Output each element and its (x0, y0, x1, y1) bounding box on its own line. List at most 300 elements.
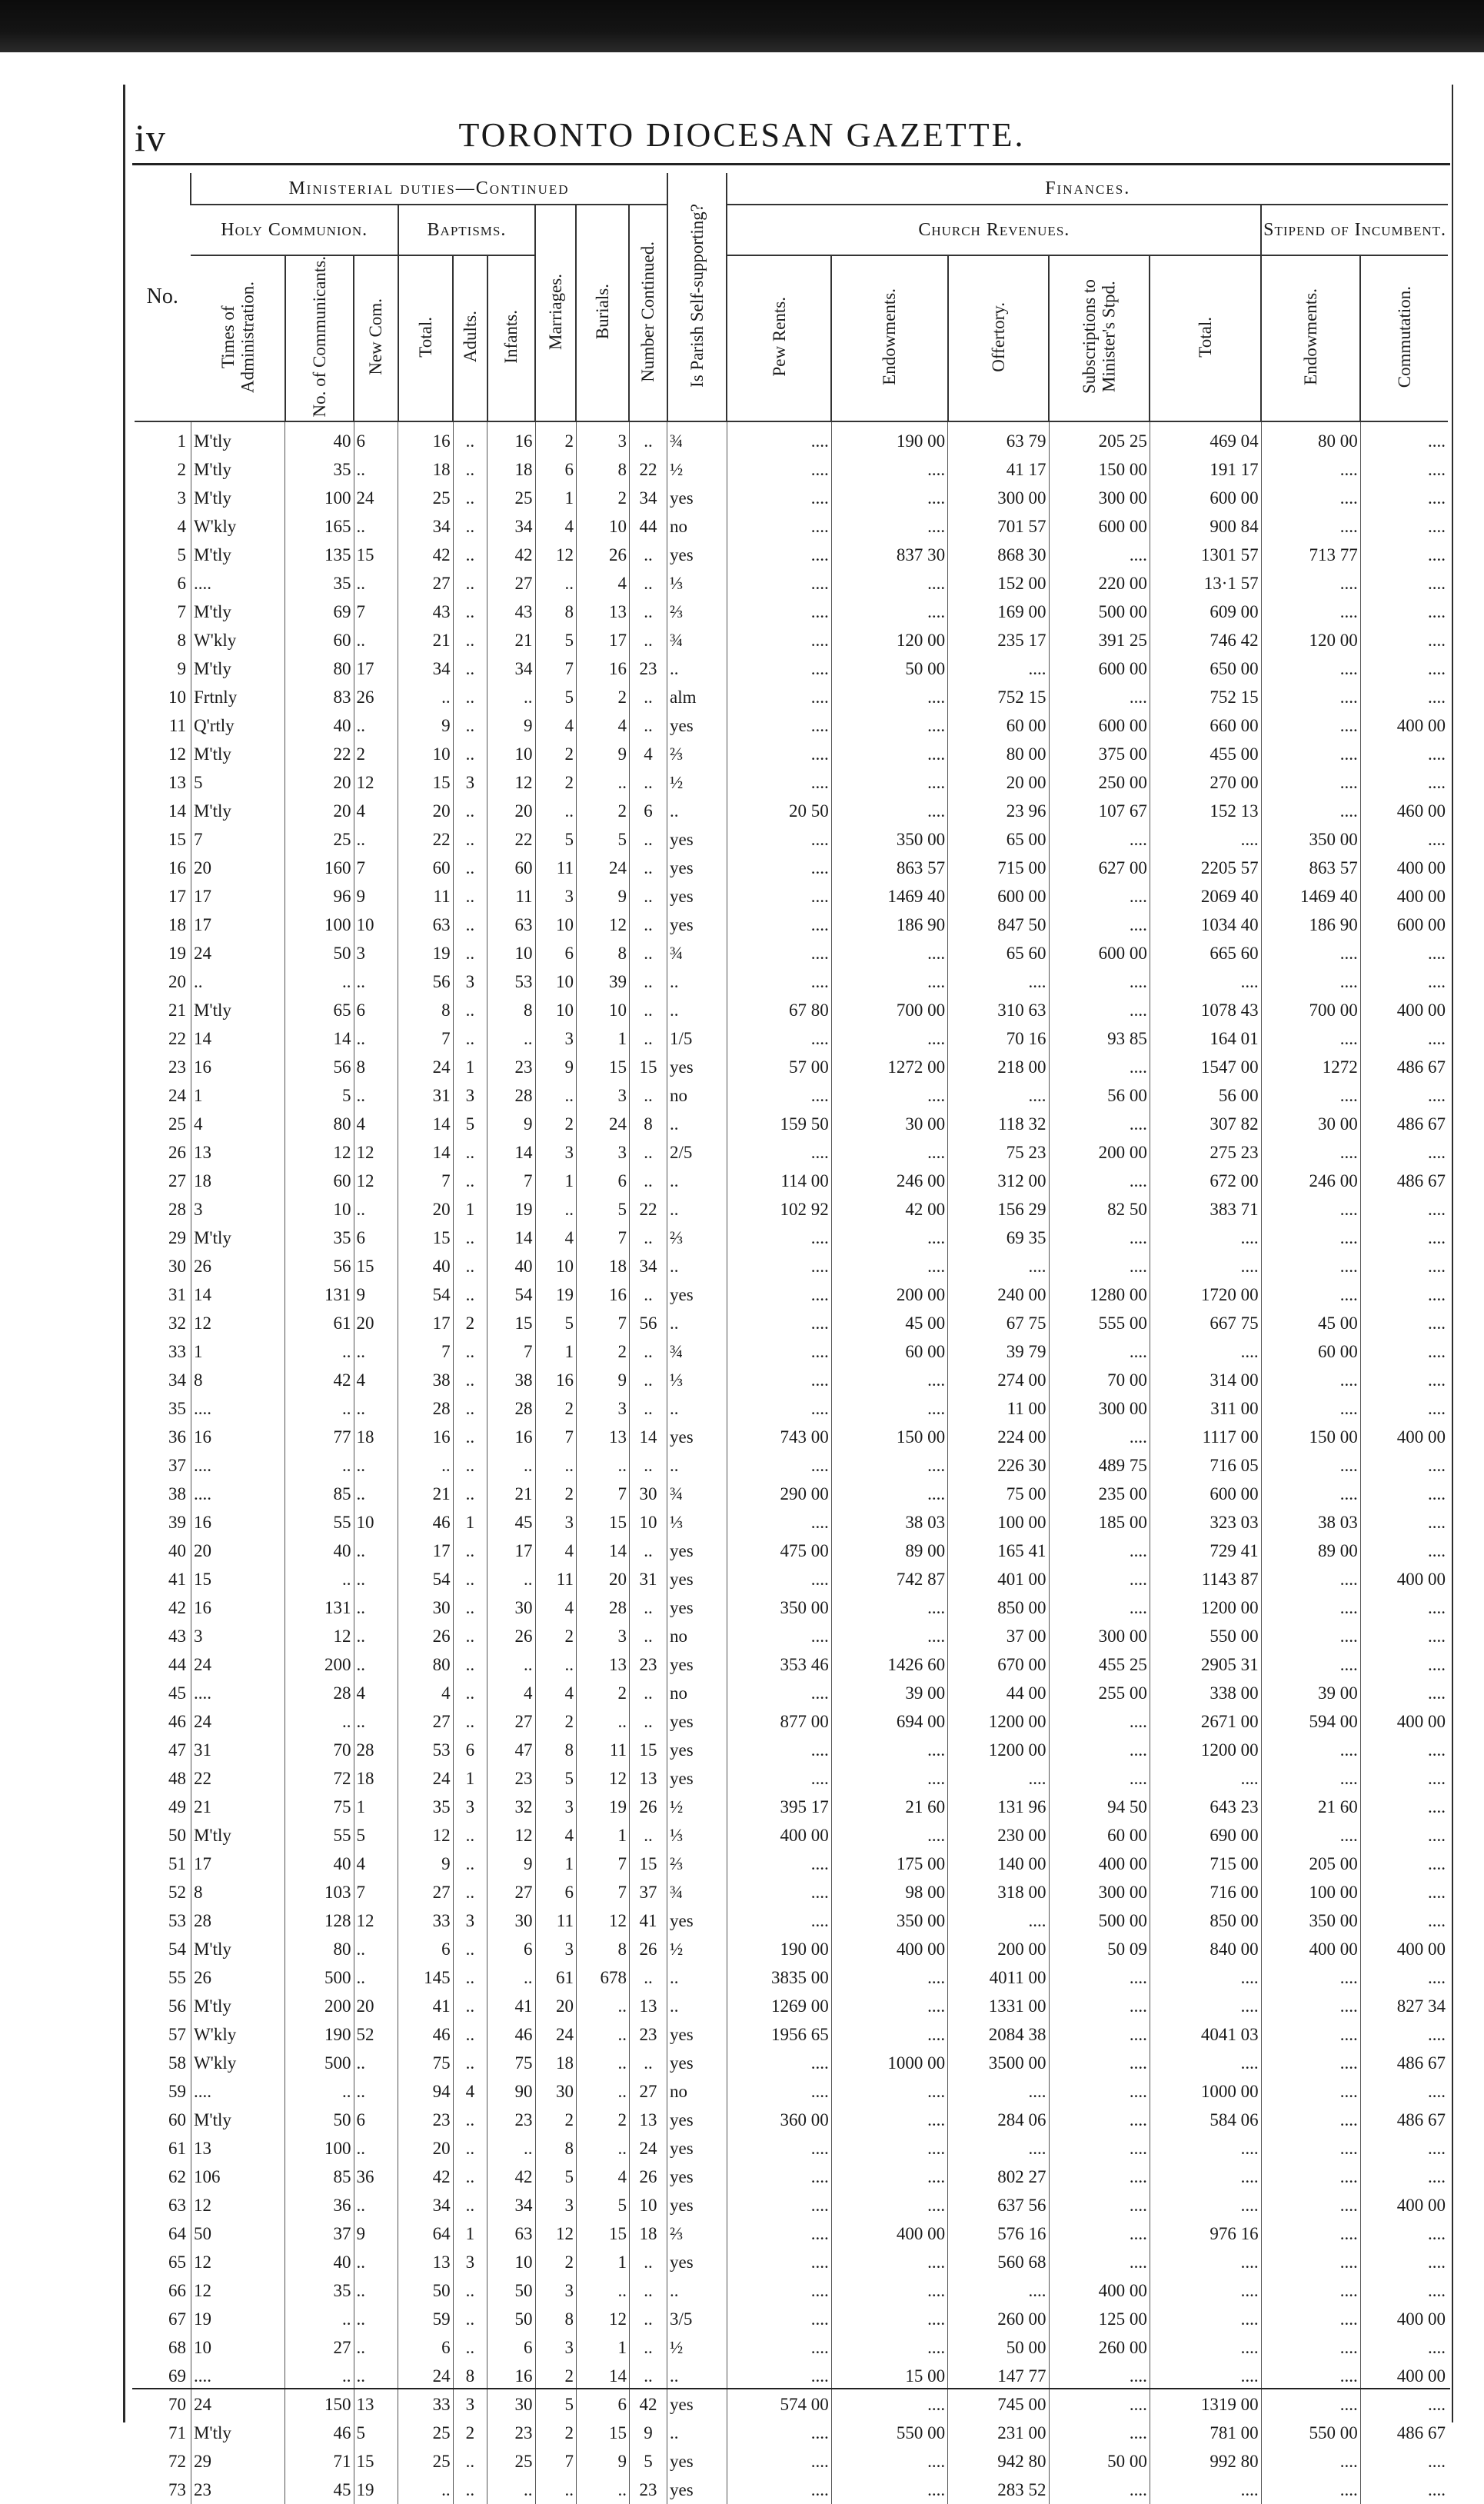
table-cell: 94 (398, 2077, 453, 2106)
table-cell: 35 (168, 1399, 186, 1418)
table-cell: .... (727, 541, 831, 569)
table-cell: 50 (285, 939, 354, 967)
table-cell: yes (667, 2390, 727, 2419)
table-cell: 20 (285, 768, 354, 797)
table-cell: 15 00 (831, 2362, 947, 2390)
table-cell: 147 77 (948, 2362, 1049, 2390)
table-cell: 8 (576, 1935, 629, 1963)
table-cell: .... (727, 1024, 831, 1053)
table-cell: .. (354, 1394, 398, 1423)
table-cell: 5 (191, 768, 284, 797)
table-cell: 7 (535, 2447, 576, 2476)
table-cell: 15 (191, 1565, 284, 1593)
table-row (135, 2163, 1448, 2191)
table-cell: 32 (168, 1314, 186, 1333)
table-cell: .. (629, 1707, 667, 1736)
table-cell: yes (667, 484, 727, 512)
table-cell: .... (831, 797, 947, 825)
table-cell: 850 00 (948, 1593, 1049, 1622)
col-header-burials (576, 205, 629, 421)
table-cell: .. (667, 967, 727, 996)
table-cell: .. (453, 911, 487, 939)
table-cell: W'kly (191, 2020, 284, 2049)
table-cell: 50 (487, 2305, 535, 2333)
table-cell: ⅓ (667, 1366, 727, 1394)
page-border-right (1452, 85, 1453, 2422)
table-cell: 46 (487, 2020, 535, 2049)
table-row (135, 1195, 1448, 1224)
table-cell: .... (727, 1764, 831, 1793)
table-cell: 310 63 (948, 996, 1049, 1024)
table-cell: 500 (285, 2049, 354, 2077)
table-cell: 26 (487, 1622, 535, 1650)
table-cell: 6 (398, 1935, 453, 1963)
table-cell: 13 (354, 2390, 398, 2419)
table-cell: 16 (576, 654, 629, 683)
table-cell: 1200 00 (1150, 1593, 1261, 1622)
table-cell: .. (629, 2248, 667, 2276)
table-cell: 73 (168, 2480, 186, 2499)
table-cell: 15 (398, 768, 453, 797)
table-cell: 45 00 (831, 1309, 947, 1337)
table-cell: 3 (453, 1793, 487, 1821)
table-cell: 312 00 (948, 1167, 1049, 1195)
table-cell: 12 (576, 1906, 629, 1935)
table-cell: 4041 03 (1150, 2020, 1261, 2049)
table-row (135, 2276, 1448, 2305)
table-cell: .... (727, 2134, 831, 2163)
table-cell: .... (831, 1736, 947, 1764)
table-cell: 75 (285, 1793, 354, 1821)
table-cell: 9 (398, 1850, 453, 1878)
table-cell: 555 00 (1049, 1309, 1150, 1337)
table-cell: 26 (354, 683, 398, 711)
table-cell: no (667, 1622, 727, 1650)
table-cell: .. (629, 1366, 667, 1394)
table-cell: 231 00 (948, 2419, 1049, 2447)
table-cell: 44 (629, 512, 667, 541)
table-cell: .... (727, 2333, 831, 2362)
table-cell: .... (1049, 2476, 1150, 2504)
table-cell: 20 (398, 2134, 453, 2163)
table-cell: 2671 00 (1150, 1707, 1261, 1736)
table-cell: .... (1261, 654, 1360, 683)
table-cell: .. (576, 1707, 629, 1736)
table-cell: 100 (285, 2134, 354, 2163)
table-cell: 186 90 (1261, 911, 1360, 939)
table-cell: .... (1360, 1081, 1448, 1110)
table-cell: yes (667, 1280, 727, 1309)
col-header-baptisms-total (398, 255, 453, 421)
table-cell: .... (1360, 1309, 1448, 1337)
table-cell: yes (667, 1736, 727, 1764)
table-cell: 19 (487, 1195, 535, 1224)
table-cell: 47 (487, 1736, 535, 1764)
table-row (135, 996, 1448, 1024)
col-label-revenue-total: Total. (1196, 316, 1216, 358)
table-cell: 847 50 (948, 911, 1049, 939)
table-cell: .... (831, 598, 947, 626)
table-cell: .. (667, 1167, 727, 1195)
table-cell: 63 (168, 2196, 186, 2215)
table-cell: .. (191, 967, 284, 996)
table-cell: 1 (576, 2333, 629, 2362)
table-cell: 37 (629, 1878, 667, 1906)
col-label-times-administration: Times of Administration. (218, 281, 258, 393)
table-cell: .. (354, 1337, 398, 1366)
table-cell: .... (727, 2049, 831, 2077)
table-cell: .. (453, 1679, 487, 1707)
table-cell: .. (535, 1195, 576, 1224)
table-cell: 47 (168, 1740, 186, 1760)
table-cell: 89 00 (831, 1537, 947, 1565)
table-cell: 21 (487, 1480, 535, 1508)
table-cell: .... (1049, 541, 1150, 569)
table-cell: 15 (576, 2219, 629, 2248)
table-cell: .. (453, 1224, 487, 1252)
table-cell: 66 (168, 2281, 186, 2300)
table-cell: 8 (576, 939, 629, 967)
table-cell: 360 00 (727, 2106, 831, 2134)
table-cell: .. (453, 882, 487, 911)
table-cell: 3 (576, 1138, 629, 1167)
table-cell: 230 00 (948, 1821, 1049, 1850)
table-cell: 6 (354, 2106, 398, 2134)
table-cell: 5 (354, 2419, 398, 2447)
table-cell: 63 (398, 911, 453, 939)
table-cell: 80 00 (1261, 421, 1360, 455)
table-cell: 1426 60 (831, 1650, 947, 1679)
table-cell: 13·1 57 (1150, 569, 1261, 598)
table-cell: 550 00 (1150, 1622, 1261, 1650)
table-cell: .. (354, 1565, 398, 1593)
table-cell: 55 (285, 1821, 354, 1850)
table-cell: .. (354, 1622, 398, 1650)
table-cell: 5 (354, 1821, 398, 1850)
table-cell: 8 (191, 1366, 284, 1394)
table-cell: ⅔ (667, 740, 727, 768)
table-cell: 16 (398, 421, 453, 455)
table-cell: 39 (168, 1513, 186, 1532)
table-cell: .... (1360, 2276, 1448, 2305)
table-cell: 311 00 (1150, 1394, 1261, 1423)
table-row (135, 1366, 1448, 1394)
table-row (135, 882, 1448, 911)
table-cell: .. (453, 626, 487, 654)
table-row (135, 1850, 1448, 1878)
table-cell: 12 (168, 744, 186, 764)
table-cell: 3 (535, 882, 576, 911)
table-cell: 2 (535, 1622, 576, 1650)
table-cell: .... (1261, 1593, 1360, 1622)
table-cell: .... (1049, 1337, 1150, 1366)
table-cell: .... (727, 911, 831, 939)
table-cell: .... (191, 2077, 284, 2106)
table-cell: 270 00 (1150, 768, 1261, 797)
table-cell: 40 (285, 1850, 354, 1878)
table-cell: 59 (168, 2082, 186, 2101)
table-cell: 45 00 (1261, 1309, 1360, 1337)
table-cell: 10 (576, 996, 629, 1024)
table-cell: .... (1049, 2191, 1150, 2219)
table-cell: 1 (535, 1337, 576, 1366)
table-cell: 12 (191, 2191, 284, 2219)
table-cell: 26 (398, 1622, 453, 1650)
table-cell: 34 (398, 2191, 453, 2219)
table-cell: 150 00 (1261, 1423, 1360, 1451)
col-label-stipend-endowments: Endowments. (1301, 288, 1321, 385)
table-cell: 600 00 (1150, 1480, 1261, 1508)
table-cell: 26 (576, 541, 629, 569)
table-cell: yes (667, 1423, 727, 1451)
table-cell: 186 90 (831, 911, 947, 939)
table-cell: 150 00 (1049, 455, 1150, 484)
table-cell: 627 00 (1049, 854, 1150, 882)
table-cell: 400 00 (1261, 1935, 1360, 1963)
table-cell: .. (354, 455, 398, 484)
table-cell: 28 (576, 1593, 629, 1622)
table-cell: 1/5 (667, 1024, 727, 1053)
table-cell: yes (667, 911, 727, 939)
table-cell: .... (1261, 1963, 1360, 1992)
table-cell: 13 (168, 773, 186, 792)
table-cell: 23 (487, 1053, 535, 1081)
table-cell: 7 (354, 598, 398, 626)
table-cell: 42 00 (831, 1195, 947, 1224)
table-cell: ⅔ (667, 1224, 727, 1252)
table-cell: ½ (667, 455, 727, 484)
table-cell: 131 (285, 1593, 354, 1622)
table-cell: ¾ (667, 939, 727, 967)
table-cell: 4 (398, 1679, 453, 1707)
table-cell: .... (1261, 1081, 1360, 1110)
table-cell: 42 (168, 1598, 186, 1617)
table-cell: 14 (629, 1423, 667, 1451)
table-cell: 18 (487, 455, 535, 484)
table-cell: .... (191, 1679, 284, 1707)
table-cell: 100 00 (1261, 1878, 1360, 1906)
table-row (135, 1593, 1448, 1622)
table-cell: 46 (398, 2020, 453, 2049)
table-cell: 64 (398, 2219, 453, 2248)
table-cell: 5 (453, 1110, 487, 1138)
table-cell: .... (727, 2219, 831, 2248)
table-cell: .. (354, 2049, 398, 2077)
table-cell: .. (487, 1451, 535, 1480)
table-cell: 576 16 (948, 2219, 1049, 2248)
table-cell: M'tly (191, 1821, 284, 1850)
table-cell: 15 (487, 1309, 535, 1337)
table-row (135, 512, 1448, 541)
table-cell: .. (453, 598, 487, 626)
table-cell: 40 (285, 2248, 354, 2276)
table-cell: .... (948, 2077, 1049, 2106)
table-cell: 1034 40 (1150, 911, 1261, 939)
table-cell: 16 (487, 421, 535, 455)
table-cell: 12 (191, 1309, 284, 1337)
table-cell: .... (831, 1764, 947, 1793)
table-cell: .... (1360, 2390, 1448, 2419)
table-cell: 4 (354, 1366, 398, 1394)
table-row (135, 768, 1448, 797)
table-cell: .. (285, 2077, 354, 2106)
table-cell: .... (727, 2447, 831, 2476)
table-cell: 200 00 (948, 1935, 1049, 1963)
col-label-adults: Adults. (460, 311, 480, 363)
table-cell: 7 (576, 1878, 629, 1906)
table-cell: .. (629, 1622, 667, 1650)
table-cell: .... (1261, 683, 1360, 711)
table-cell: 15 (576, 2419, 629, 2447)
col-label-communicants: No. of Communicants. (309, 256, 329, 418)
table-cell: 29 (168, 1228, 186, 1247)
table-cell: .. (629, 1337, 667, 1366)
table-cell: .... (1261, 1224, 1360, 1252)
table-cell: 42 (398, 541, 453, 569)
table-cell: .... (727, 1309, 831, 1337)
table-cell: 1 (453, 1764, 487, 1793)
table-cell: .... (1261, 2276, 1360, 2305)
table-cell: W'kly (191, 626, 284, 654)
table-cell: 43 (398, 598, 453, 626)
table-cell: .... (727, 882, 831, 911)
table-cell: .... (1049, 1423, 1150, 1451)
table-cell: .... (831, 2077, 947, 2106)
table-cell: 3 (535, 1935, 576, 1963)
table-row (135, 2419, 1448, 2447)
table-cell: 5 (576, 2191, 629, 2219)
table-cell: .... (831, 569, 947, 598)
table-cell: 781 00 (1150, 2419, 1261, 2447)
table-cell: .... (1049, 1537, 1150, 1565)
table-cell: .. (354, 1480, 398, 1508)
table-cell: .. (453, 854, 487, 882)
table-cell: .... (1261, 569, 1360, 598)
table-cell: 1301 57 (1150, 541, 1261, 569)
table-cell: 15 (354, 1252, 398, 1280)
table-cell: 1956 65 (727, 2020, 831, 2049)
table-cell: .. (354, 512, 398, 541)
table-cell: 27 (398, 1878, 453, 1906)
table-cell: 26 (629, 2163, 667, 2191)
col-label-number-continued: Number Continued. (638, 241, 658, 382)
table-cell: .. (354, 1195, 398, 1224)
table-cell: .. (667, 1110, 727, 1138)
table-cell: 24 (191, 1650, 284, 1679)
table-cell: 22 (168, 1029, 186, 1048)
table-cell: .... (1261, 1394, 1360, 1423)
table-row (135, 1707, 1448, 1736)
table-row (135, 1480, 1448, 1508)
table-cell: 4 (354, 1850, 398, 1878)
col-label-burials: Burials. (593, 283, 613, 340)
table-cell: .... (1049, 1764, 1150, 1793)
table-cell: .. (487, 1565, 535, 1593)
table-cell: .... (1261, 967, 1360, 996)
table-cell: 12 (285, 1138, 354, 1167)
table-cell: 24 (535, 2020, 576, 2049)
table-cell: 650 00 (1150, 654, 1261, 683)
table-cell: .. (629, 2362, 667, 2390)
table-cell: .... (1360, 1195, 1448, 1224)
table-cell: 165 41 (948, 1537, 1049, 1565)
table-cell: 61 (285, 1309, 354, 1337)
table-cell: 2905 31 (1150, 1650, 1261, 1679)
table-cell: .... (831, 1024, 947, 1053)
table-cell: 745 00 (948, 2390, 1049, 2419)
table-cell: .... (1261, 1280, 1360, 1309)
table-cell: 4 (535, 1821, 576, 1850)
table-cell: 1547 00 (1150, 1053, 1261, 1081)
table-cell: .. (453, 1167, 487, 1195)
table-cell: 28 (487, 1394, 535, 1423)
table-cell: 12 (535, 541, 576, 569)
table-cell: 6 (354, 421, 398, 455)
table-cell: .... (727, 2305, 831, 2333)
table-cell: 65 (285, 996, 354, 1024)
table-cell: .... (1360, 455, 1448, 484)
table-cell: 1 (453, 1508, 487, 1537)
table-cell: .. (453, 654, 487, 683)
table-cell: 600 00 (1360, 911, 1448, 939)
table-cell: .... (1150, 2333, 1261, 2362)
table-cell: .. (453, 569, 487, 598)
table-cell: 12 (191, 2248, 284, 2276)
table-cell: 12 (354, 1906, 398, 1935)
table-cell: 34 (168, 1370, 186, 1390)
table-cell: 992 80 (1150, 2447, 1261, 2476)
table-cell: 24 (398, 1764, 453, 1793)
table-cell: .... (948, 2276, 1049, 2305)
table-cell: 701 57 (948, 512, 1049, 541)
table-cell: 26 (629, 1793, 667, 1821)
table-cell: .. (629, 2049, 667, 2077)
table-cell: 22 (629, 1195, 667, 1224)
table-cell: 3 (453, 967, 487, 996)
table-cell: 53 (168, 1911, 186, 1930)
table-cell: 65 60 (948, 939, 1049, 967)
col-header-number-continued (629, 205, 667, 421)
table-cell: 1000 00 (1150, 2077, 1261, 2106)
table-cell: .... (1261, 2191, 1360, 2219)
table-cell: 35 (285, 455, 354, 484)
table-cell: 24 (629, 2134, 667, 2163)
table-cell: 45 (487, 1508, 535, 1537)
table-cell: .... (831, 2020, 947, 2049)
table-cell: 19 (535, 1280, 576, 1309)
table-cell: .... (727, 1081, 831, 1110)
table-cell: 200 (285, 1650, 354, 1679)
table-cell: .... (1261, 1821, 1360, 1850)
table-cell: .... (831, 1224, 947, 1252)
table-row (135, 1764, 1448, 1793)
table-cell: 1 (535, 1167, 576, 1195)
table-cell: 17 (487, 1537, 535, 1565)
table-cell: 2 (535, 2106, 576, 2134)
table-cell: 21 60 (1261, 1793, 1360, 1821)
table-cell: 70 16 (948, 1024, 1049, 1053)
table-cell: .... (1261, 1024, 1360, 1053)
table-cell: 23 (629, 2020, 667, 2049)
table-cell: 2 (576, 683, 629, 711)
table-cell: 41 (398, 1992, 453, 2020)
table-cell: 4 (535, 1224, 576, 1252)
table-cell: .. (487, 1650, 535, 1679)
table-cell: 13 (629, 1764, 667, 1793)
table-cell: 2/5 (667, 1138, 727, 1167)
table-cell: .... (948, 654, 1049, 683)
table-cell: 152 00 (948, 569, 1049, 598)
